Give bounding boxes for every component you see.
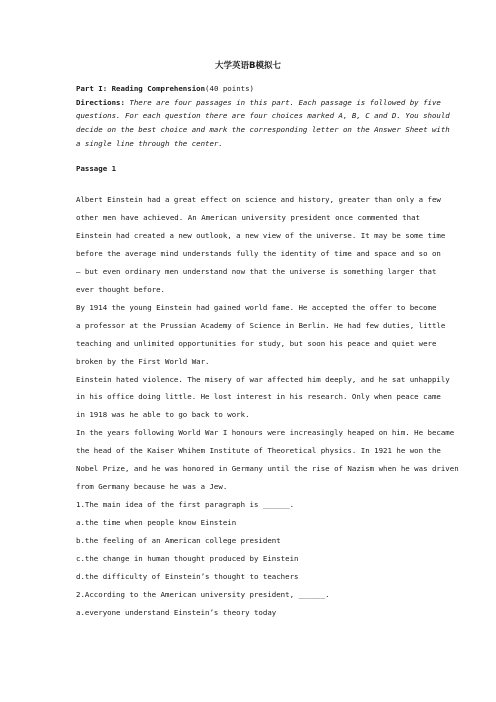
paragraph-line: before the average mind understands fully the identity of time and space and so on [76, 249, 441, 258]
paragraph-line: — but even ordinary men understand now that the universe is something larger that [76, 267, 437, 276]
question-line: 1.The main idea of the first paragraph is ______. [76, 500, 295, 509]
question-line: c.the change in human thought produced by Einstein [76, 554, 299, 563]
question-line: a.everyone understand Einstein’s theory today [76, 608, 277, 617]
paragraph-line: teaching and unlimited opportunities for study, but soon his peace and quiet were [76, 339, 437, 348]
question-line: 2.According to the American university president, ______. [76, 590, 330, 599]
directions-text: There are four passages in this part. Each passage is followed by five [124, 98, 441, 107]
question-line: a.the time when people know Einstein [76, 518, 237, 527]
paragraph-line: in his office doing little. He lost interest in his research. Only when peace came [76, 392, 441, 401]
passage-heading: Passage 1 [76, 164, 117, 173]
paragraph-line: a professor at the Prussian Academy of Science in Berlin. He had few duties, little [76, 321, 446, 330]
question-line: d.the difficulty of Einstein’s thought to teachers [76, 572, 299, 581]
directions-line-4: a single line through the center. [76, 139, 223, 148]
document-title: 大学英语B模拟七 [215, 61, 281, 71]
part-heading-line [76, 84, 420, 94]
paragraph-line: other men have achieved. An American university president once commented that [76, 213, 420, 222]
part-heading: Part I: Reading Comprehension [76, 84, 206, 93]
directions-line-2: questions. For each question there are four choices marked A, B, C and D. You should [76, 111, 450, 120]
question-line: b.the feeling of an American college president [76, 536, 281, 545]
part-points: (40 points) [205, 84, 254, 93]
paragraph-line: Einstein hated violence. The misery of war affected him deeply, and he sat unhappily [76, 375, 450, 384]
paragraph-line: By 1914 the young Einstein had gained world fame. He accepted the offer to become [76, 303, 437, 312]
paragraph-line: Nobel Prize, and he was honored in Germany until the rise of Nazism when he was driven [76, 464, 459, 473]
paragraph-line: In the years following World War I honours were increasingly heaped on him. He became [76, 428, 455, 437]
paragraph-line: in 1918 was he able to go back to work. [76, 410, 250, 419]
directions-line-1 [76, 98, 441, 108]
paragraph-line: broken by the First World War. [76, 357, 210, 366]
directions-label: Directions: [76, 98, 125, 107]
paragraph-line: from Germany because he was a Jew. [76, 482, 228, 491]
paragraph-line: the head of the Kaiser Whihem Institute of Theoretical physics. In 1921 he won the [76, 446, 441, 455]
directions-line-3: decide on the best choice and mark the corresponding letter on the Answer Sheet with [76, 125, 450, 134]
paragraph-line: Einstein had created a new outlook, a new view of the universe. It may be some time [76, 231, 446, 240]
paragraph-line: Albert Einstein had a great effect on science and history, greater than only a few [76, 195, 441, 204]
paragraph-line: ever thought before. [76, 285, 165, 294]
